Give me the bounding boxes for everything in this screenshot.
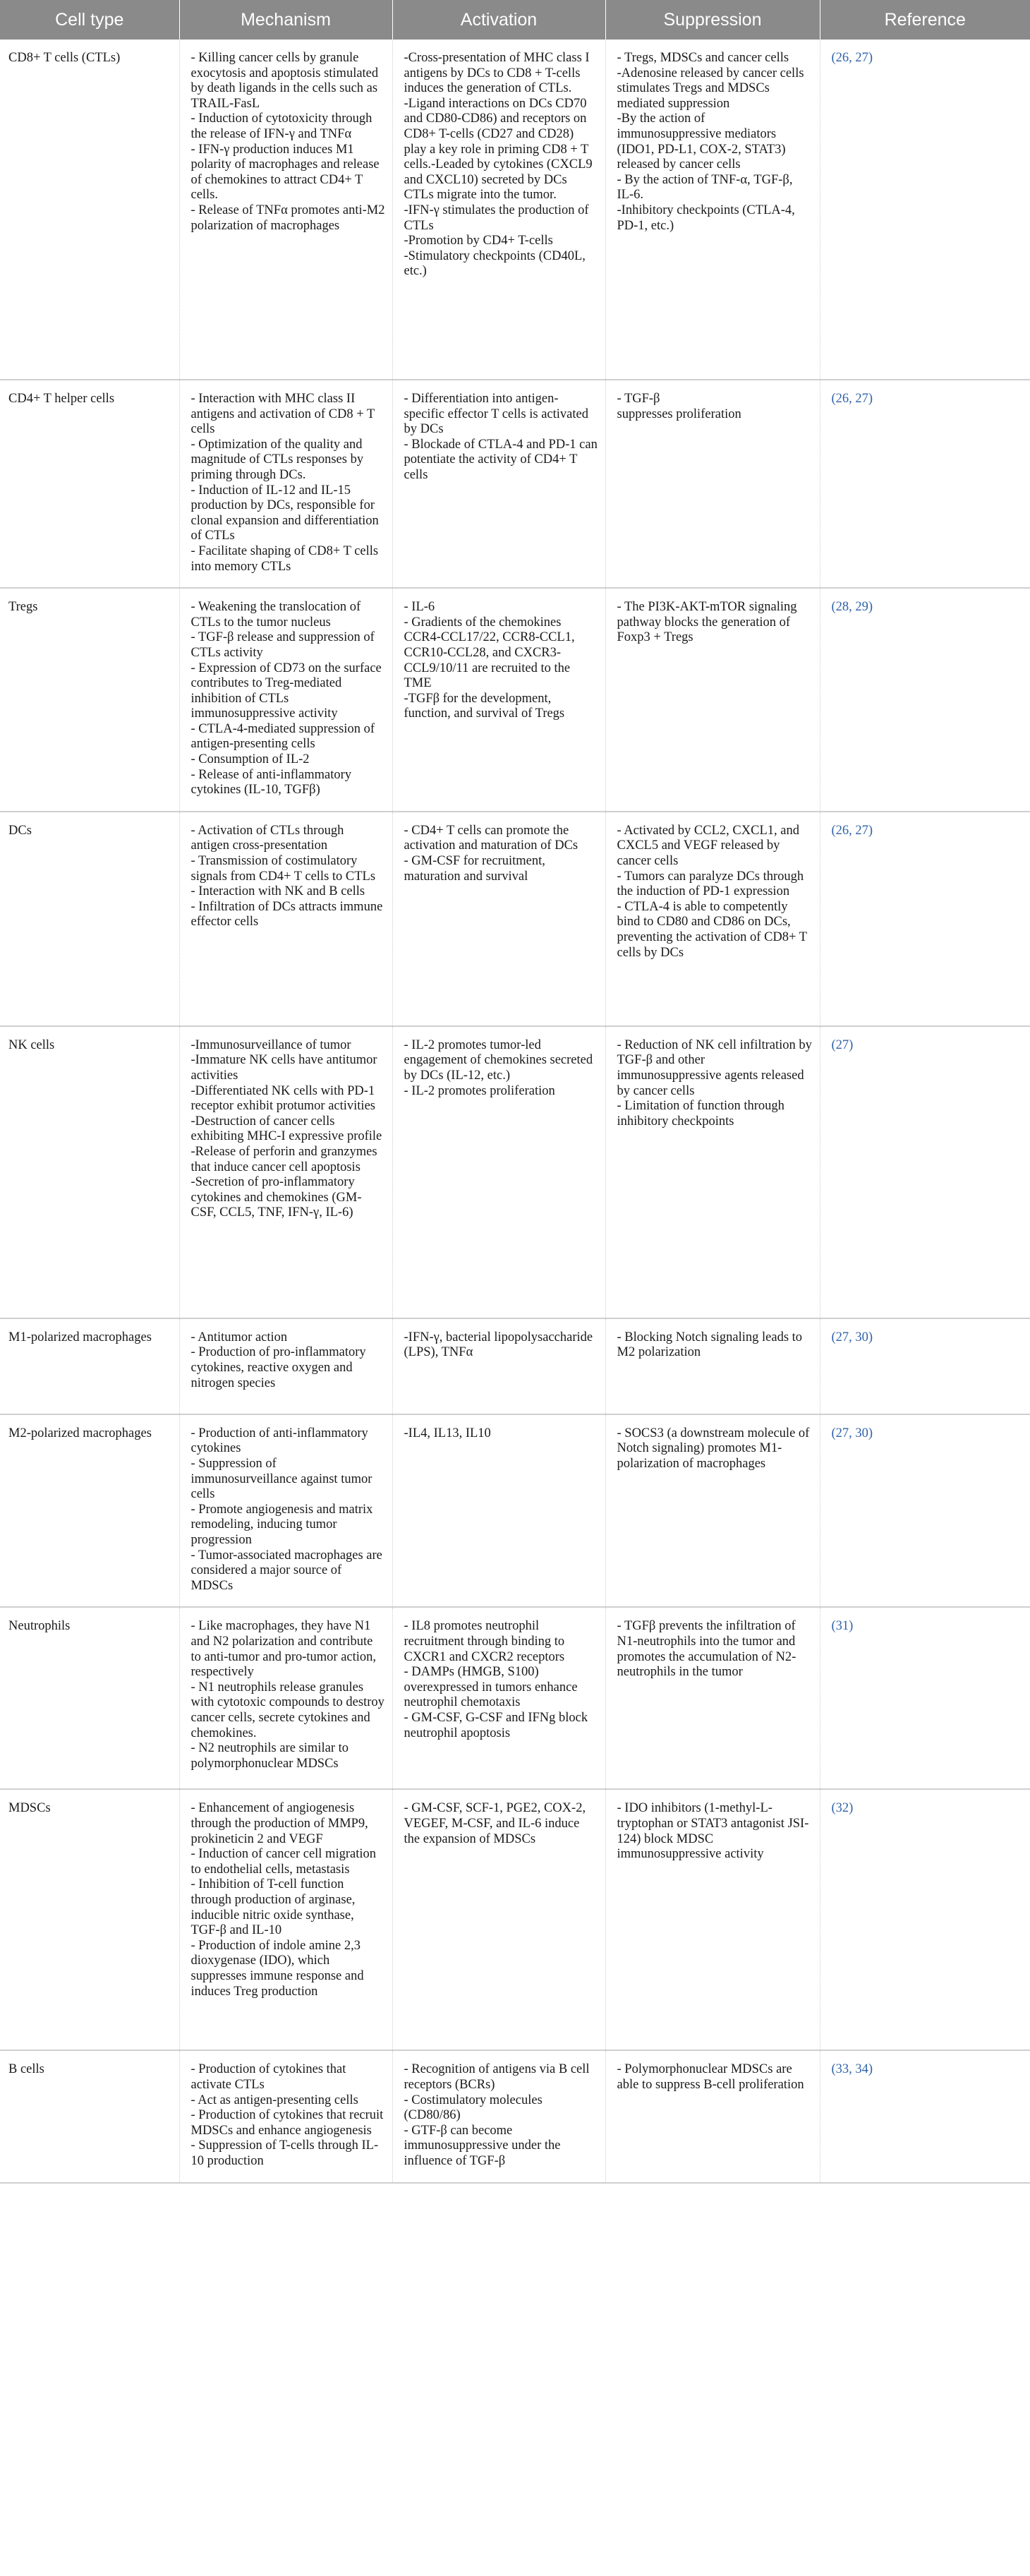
reference-cell: [820, 380, 1030, 588]
activation-text: - Recognition of antigens via B cell receptors (BCRs) - Costimulatory molecules (CD80/86) - GTF-β can become immunosuppressive under the influence of TGF-β: [404, 2062, 590, 2168]
mechanism-cell: [179, 2050, 392, 2182]
reference-cell: [820, 40, 1030, 380]
suppression-cell: [605, 1607, 820, 1789]
mechanism-text: - Activation of CTLs through antigen cross-presentation - Transmission of costimulatory signals from CD4+ T cells to CTLs - Interaction with NK and B cells - Infiltration of DCs attracts immune effector cells: [190, 823, 383, 929]
mechanism-text: -Immunosurveillance of tumor -Immature NK cells have antitumor activities -Differentiated NK cells with PD-1 receptor exhibit protumor activities -Destruction of cancer cells exhibiting MHC-I expressive profile -Release of perforin and granzymes that induce cancer cell apoptosis -Secretion of pro-inflammatory cytokines and chemokines (GM-CSF, CCL5, TNF, IFN-γ, IL-6): [190, 1037, 382, 1220]
cell-type-cell: [0, 2050, 179, 2182]
suppression-cell: [605, 1414, 820, 1608]
header-activation: Activation: [392, 0, 605, 40]
activation-cell: [392, 1789, 605, 2050]
cell-type-text: M2-polarized macrophages: [8, 1426, 152, 1440]
activation-text: - Differentiation into antigen-specific effector T cells is activated by DCs - Blockade of CTLA-4 and PD-1 can potentiate the activity of CD4+ T cells: [404, 392, 598, 482]
cell-type-text: MDSCs: [8, 1801, 51, 1816]
activation-text: -Cross-presentation of MHC class I antigens by DCs to CD8 + T-cells induces the generation of CTLs. -Ligand interactions on DCs CD70 and CD80-CD86) and receptors on CD8+ T-cells (CD27 and CD28) play a key role in priming CD8 + T cells.-Leaded by cytokines (CXCL9 and CXCL10) secreted by DCs CTLs migrate into the tumor. -IFN-γ stimulates the production of CTLs -Promotion by CD4+ T-cells -Stimulatory checkpoints (CD40L, etc.): [404, 51, 593, 279]
suppression-cell: [605, 1026, 820, 1318]
reference-cell: [820, 1414, 1030, 1608]
cell-type-cell: [0, 1318, 179, 1414]
suppression-text: - Blocking Notch signaling leads to M2 polarization: [617, 1330, 806, 1360]
mechanism-cell: [179, 1789, 392, 2050]
mechanism-text: - Antitumor action - Production of pro-inflammatory cytokines, reactive oxygen and nitrogen species: [190, 1330, 366, 1390]
suppression-text: - Activated by CCL2, CXCL1, and CXCL5 and VEGF released by cancer cells - Tumors can paralyze DCs through the induction of PD-1 expression - CTLA-4 is able to competently bind to CD80 and CD86 on DCs, preventing the activation of CD8+ T cells by DCs: [617, 823, 807, 960]
cell-type-cell: [0, 1026, 179, 1318]
suppression-cell: [605, 812, 820, 1026]
cell-type-cell: [0, 1414, 179, 1608]
table-row: [0, 40, 1030, 380]
suppression-cell: [605, 1789, 820, 2050]
header-cell-type: Cell type: [0, 0, 179, 40]
activation-cell: [392, 380, 605, 588]
activation-cell: [392, 1607, 605, 1789]
reference-cell: [820, 1607, 1030, 1789]
cell-type-cell: [0, 1789, 179, 2050]
table-row: [0, 380, 1030, 588]
cell-type-text: M1-polarized macrophages: [8, 1330, 152, 1344]
cell-type-text: DCs: [8, 823, 32, 838]
cell-type-cell: [0, 380, 179, 588]
table-row: [0, 2050, 1030, 2182]
mechanism-text: - Enhancement of angiogenesis through the production of MMP9, prokineticin 2 and VEGF - Induction of cancer cell migration to endothelial cells, metastasis - Inhibition of T-cell function through production of arginase, inducible nitric oxide synthase, TGF-β and IL-10 - Production of indole amine 2,3 dioxygenase (IDO), which suppresses immune response and induces Treg production: [190, 1801, 376, 1999]
mechanism-text: - Production of anti-inflammatory cytokines - Suppression of immunosurveillance against tumor cells - Promote angiogenesis and matrix remodeling, inducing tumor progression - Tumor-associated macrophages are considered a major source of MDSCs: [190, 1426, 382, 1593]
activation-cell: [392, 1318, 605, 1414]
cell-type-text: CD8+ T cells (CTLs): [8, 51, 121, 65]
cell-type-cell: [0, 40, 179, 380]
header-row: [0, 0, 1030, 40]
activation-cell: [392, 1026, 605, 1318]
activation-text: -IL4, IL13, IL10: [404, 1426, 491, 1440]
reference-link[interactable]: (26, 27): [831, 51, 873, 65]
cell-type-text: CD4+ T helper cells: [8, 392, 115, 406]
suppression-cell: [605, 2050, 820, 2182]
mechanism-cell: [179, 1607, 392, 1789]
activation-text: - IL-6 - Gradients of the chemokines CCR4-CCL17/22, CCR8-CCL1, CCR10-CCL28, and CXCR3-CCL9/10/11 are recruited to the TME -TGFβ for the development, function, and survival of Tregs: [404, 600, 575, 721]
activation-text: - IL-2 promotes tumor-led engagement of chemokines secreted by DCs (IL-12, etc.) - IL-2 promotes proliferation: [404, 1037, 593, 1098]
reference-link[interactable]: (26, 27): [831, 823, 873, 838]
mechanism-cell: [179, 588, 392, 812]
cell-type-text: Neutrophils: [8, 1619, 71, 1634]
header-reference: Reference: [820, 0, 1030, 40]
suppression-cell: [605, 1318, 820, 1414]
activation-text: - GM-CSF, SCF-1, PGE2, COX-2, VEGEF, M-CSF, and IL-6 induce the expansion of MDSCs: [404, 1801, 589, 1846]
reference-cell: [820, 812, 1030, 1026]
activation-text: - IL8 promotes neutrophil recruitment through binding to CXCR1 and CXCR2 receptors - DAMPs (HMGB, S100) overexpressed in tumors enhance neutrophil chemotaxis - GM-CSF, G-CSF and IFNg block neutrophil apoptosis: [404, 1619, 588, 1740]
reference-cell: [820, 588, 1030, 812]
cell-type-cell: [0, 812, 179, 1026]
reference-link[interactable]: (28, 29): [831, 600, 873, 615]
suppression-cell: [605, 380, 820, 588]
cell-type-text: Tregs: [8, 600, 38, 615]
cell-type-text: B cells: [8, 2062, 44, 2077]
suppression-cell: [605, 588, 820, 812]
reference-link[interactable]: (27, 30): [831, 1330, 873, 1344]
mechanism-cell: [179, 1026, 392, 1318]
reference-cell: [820, 1026, 1030, 1318]
header-suppression: Suppression: [605, 0, 820, 40]
cell-type-cell: [0, 588, 179, 812]
table-row: [0, 588, 1030, 812]
suppression-text: - Reduction of NK cell infiltration by TGF-β and other immunosuppressive agents released by cancer cells - Limitation of function through inhibitory checkpoints: [617, 1037, 812, 1128]
activation-cell: [392, 2050, 605, 2182]
reference-link[interactable]: (31): [831, 1619, 854, 1634]
mechanism-text: - Like macrophages, they have N1 and N2 polarization and contribute to anti-tumor and pro-tumor action, respectively - N1 neutrophils release granules with cytotoxic compounds to destroy cancer cells, secrete cytokines and chemokines. - N2 neutrophils are similar to polymorphonuclear MDSCs: [190, 1619, 384, 1771]
mechanism-cell: [179, 40, 392, 380]
suppression-text: - The PI3K-AKT-mTOR signaling pathway blocks the generation of Foxp3 + Tregs: [617, 600, 801, 645]
mechanism-cell: [179, 1414, 392, 1608]
reference-link[interactable]: (26, 27): [831, 392, 873, 406]
table-row: [0, 1318, 1030, 1414]
suppression-cell: [605, 40, 820, 380]
mechanism-cell: [179, 1318, 392, 1414]
mechanism-text: - Interaction with MHC class II antigens and activation of CD8 + T cells - Optimization of the quality and magnitude of CTLs responses by priming through DCs. - Induction of IL-12 and IL-15 production by DCs, responsible for clonal expansion and differentiation of CTLs - Facilitate shaping of CD8+ T cells into memory CTLs: [190, 392, 379, 574]
cell-type-text: NK cells: [8, 1037, 55, 1052]
reference-link[interactable]: (33, 34): [831, 2062, 873, 2077]
activation-cell: [392, 588, 605, 812]
cell-type-cell: [0, 1607, 179, 1789]
table-row: [0, 1414, 1030, 1608]
mechanism-cell: [179, 380, 392, 588]
reference-cell: [820, 1318, 1030, 1414]
table-row: [0, 812, 1030, 1026]
table-body: [0, 40, 1030, 2183]
table-header: [0, 0, 1030, 40]
reference-link[interactable]: (27, 30): [831, 1426, 873, 1440]
mechanism-text: - Weakening the translocation of CTLs to the tumor nucleus - TGF-β release and suppression of CTLs activity - Expression of CD73 on the surface contributes to Treg-mediated inhibition of CTLs immunosuppressive activity - CTLA-4-mediated suppression of antigen-presenting cells - Consumption of IL-2 - Release of anti-inflammatory cytokines (IL-10, TGFβ): [190, 600, 382, 798]
activation-cell: [392, 812, 605, 1026]
mechanism-cell: [179, 812, 392, 1026]
reference-link[interactable]: (27): [831, 1037, 854, 1052]
activation-cell: [392, 40, 605, 380]
suppression-text: - SOCS3 (a downstream molecule of Notch signaling) promotes M1-polarization of macrophages: [617, 1426, 813, 1471]
mechanism-text: - Production of cytokines that activate CTLs - Act as antigen-presenting cells - Production of cytokines that recruit MDSCs and enhance angiogenesis - Suppression of T-cells through IL-10 production: [190, 2062, 384, 2168]
activation-cell: [392, 1414, 605, 1608]
suppression-text: - Polymorphonuclear MDSCs are able to suppress B-cell proliferation: [617, 2062, 804, 2092]
table-row: [0, 1789, 1030, 2050]
suppression-text: - IDO inhibitors (1-methyl-L-tryptophan or STAT3 antagonist JSI-124) block MDSC immunosuppressive activity: [617, 1801, 809, 1862]
table-row: [0, 1607, 1030, 1789]
suppression-text: - TGFβ prevents the infiltration of N1-neutrophils into the tumor and promotes the accumulation of N2-neutrophils in the tumor: [617, 1619, 799, 1680]
activation-text: -IFN-γ, bacterial lipopolysaccharide (LPS), TNFα: [404, 1330, 596, 1360]
reference-cell: [820, 1789, 1030, 2050]
mechanism-text: - Killing cancer cells by granule exocytosis and apoptosis stimulated by death ligands in the cells such as TRAIL-FasL - Induction of cytotoxicity through the release of IFN-γ and TNFα - IFN-γ production induces M1 polarity of macrophages and release of chemokines to attract CD4+ T cells. - Release of TNFα promotes anti-M2 polarization of macrophages: [190, 51, 385, 233]
activation-text: - CD4+ T cells can promote the activation and maturation of DCs - GM-CSF for recruitment, maturation and survival: [404, 823, 578, 884]
table-row: [0, 1026, 1030, 1318]
suppression-text: - Tregs, MDSCs and cancer cells -Adenosine released by cancer cells stimulates Tregs and MDSCs mediated suppression -By the action of immunosuppressive mediators (IDO1, PD-L1, COX-2, STAT3) released by cancer cells - By the action of TNF-α, TGF-β, IL-6. -Inhibitory checkpoints (CTLA-4, PD-1, etc.): [617, 51, 804, 233]
header-mechanism: Mechanism: [179, 0, 392, 40]
reference-link[interactable]: (32): [831, 1801, 854, 1816]
suppression-text: - TGF-β suppresses proliferation: [617, 392, 741, 421]
reference-cell: [820, 2050, 1030, 2182]
